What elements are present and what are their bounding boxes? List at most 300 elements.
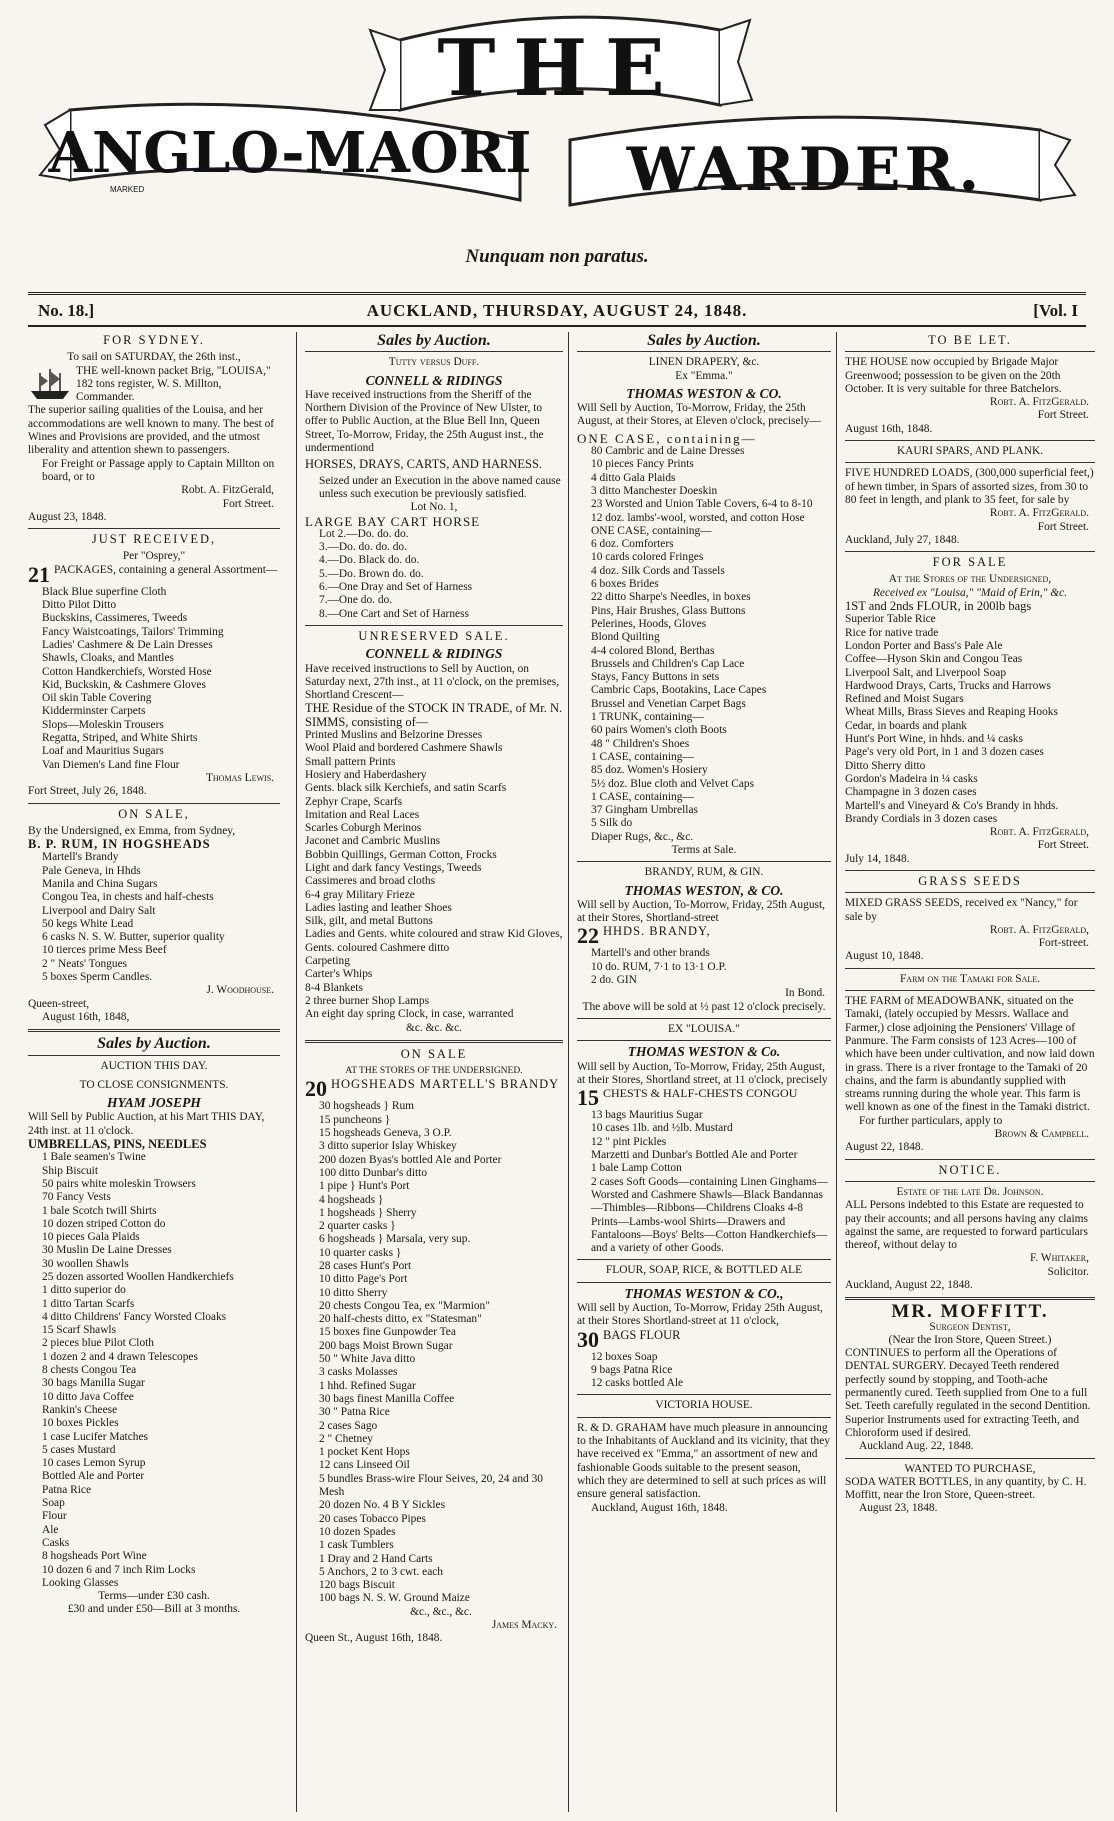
sydney-line: THE well-known packet Brig, "LOUISA," [76,364,271,377]
list-item: 8-4 Blankets [305,981,363,994]
flour-list [577,1351,831,1391]
list-item: 70 Fancy Vests [42,1191,111,1204]
list-item: Casks [42,1536,70,1549]
list-item: 12 doz. lambs'-wool, worsted, and cotton Hose [591,511,805,524]
list-item: Wheat Mills, Brass Sieves and Reaping Hooks [845,706,1058,719]
list-item: Manila and China Sugars [42,877,158,890]
issue-date: AUCKLAND, THURSDAY, AUGUST 24, 1848. [366,301,748,320]
list-item: Rankin's Cheese [42,1403,118,1416]
list-item: London Porter and Bass's Pale Ale [845,639,1003,652]
connell-ridings: CONNELL & RIDINGS [365,372,503,388]
list-item: Jaconet and Cambric Muslins [305,835,441,848]
list-item: Brandy Cordials in 3 dozen cases [845,812,998,825]
kauri-text: FIVE HUNDRED LOADS, (300,000 superficial feet,) of hewn timber, in Spars of assorted sizes, from 30 to 80 feet in length, and plank to 35 feet, for sale by [845,467,1094,506]
grass-place: Fort-street. [1038,937,1089,950]
list-item: 5 cases Mustard [42,1443,116,1456]
list-item: Silk, gilt, and metal Buttons [305,915,433,928]
list-item: 30 bags Manilla Sugar [42,1377,145,1390]
list-item: 80 Cambric and de Laine Dresses [591,445,745,458]
sydney-place: Fort Street. [222,497,274,510]
hhds-text: HHDS. BRANDY, [603,924,711,939]
list-item: Stays, Fancy Buttons in sets [591,671,720,684]
sydney-sig: Robt. A. FitzGerald, [181,484,274,497]
auction-today: AUCTION THIS DAY. [100,1059,208,1072]
list-item: 1 case Lucifer Matches [42,1430,148,1443]
list-item: 6-4 gray Military Frieze [305,888,415,901]
list-item: 5 Anchors, 2 to 3 cwt. each [319,1565,444,1578]
list-item: Ditto Pilot Ditto [42,599,117,612]
list-item: 30 Muslin De Laine Dresses [42,1244,172,1257]
list-item: Ladies' Cashmere & De Lain Dresses [42,638,213,651]
col3-header: Sales by Auction. [647,332,761,349]
list-item: 1 Bale seamen's Twine [42,1151,146,1164]
list-item: Wool Plaid and bordered Cashmere Shawls [305,742,503,755]
unreserved-header: UNRESERVED SALE. [358,628,510,643]
list-item: Cambric Caps, Bootakins, Lace Capes [591,684,767,697]
list-item: 10 ditto Page's Port [319,1273,408,1286]
farm-apply: For further particulars, apply to [859,1114,1003,1127]
list-item: 10 cases Lemon Syrup [42,1457,146,1470]
list-item: 10 dozen Spades [319,1525,396,1538]
onsale2-sig: James Macky. [491,1619,557,1632]
list-item: Van Diemen's Land fine Flour [42,758,180,771]
farm-date: August 22, 1848. [845,1141,924,1154]
list-item: &c., &c., &c. [410,1605,472,1618]
list-item: 12 " pint Pickles [591,1135,667,1148]
forsale-sub2: Received ex "Louisa," "Maid of Erin," &c. [872,586,1068,599]
sydney-line: The superior sailing qualities of the Louisa, and her accommodations are well known to many. The best of Wines and Provisions are provided, and the utmost liberality and attention shewn to passengers. [28,404,275,457]
list-item: Martell's and other brands [591,947,710,960]
list-item: 15 boxes fine Gunpowder Tea [319,1326,456,1339]
onsale-intro: By the Undersigned, ex Emma, from Sydney, [28,824,236,837]
list-item: Imitation and Real Laces [305,808,420,821]
list-item: 2 cases Sago [319,1419,378,1432]
weston-intro: Will Sell by Auction, To-Morrow, Friday, the 25th August, at their Stores, at Eleven o'clock, precisely— [577,402,821,428]
list-item: 50 kegs White Lead [42,917,134,930]
list-item: 6 casks N. S. W. Butter, superior quality [42,931,225,944]
column-1 [28,332,280,1812]
masthead [0,0,1114,300]
grass-header: GRASS SEEDS [918,873,1022,888]
list-item: 3 ditto superior Islay Whiskey [319,1140,457,1153]
onsale-big: B. P. RUM, IN HOGSHEADS [28,837,211,852]
list-item: 10 pieces Gala Plaids [42,1231,140,1244]
moffitt-sub2: (Near the Iron Store, Queen Street.) [888,1333,1052,1346]
onsale2-sub: AT THE STORES OF THE UNDERSIGNED. [345,1066,523,1077]
onsale-sig: J. Woodhouse. [206,984,274,997]
list-item: 30 " Patna Rice [319,1406,390,1419]
list-item: 4 ditto Childrens' Fancy Worsted Cloaks [42,1310,227,1323]
list-item: Kid, Buckskin, & Cashmere Gloves [42,678,206,691]
list-item: Black Blue superfine Cloth [42,585,167,598]
sydney-line: For Freight or Passage apply to Captain Millton on board, or to [42,457,275,483]
list-item: 10 quarter casks } [319,1246,402,1259]
list-item: Refined and Moist Sugars [845,693,964,706]
list-item: Congou Tea, in chests and half-chests [42,891,214,904]
list-item: Champagne in 3 dozen cases [845,786,977,799]
list-item: Marzetti and Dunbar's Bottled Ale and Porter [591,1149,798,1162]
sydney-date: August 23, 1848. [28,510,107,523]
list-item: 30 bags finest Manilla Coffee [319,1392,455,1405]
forsale-big: 1ST and 2nds FLOUR, in 200lb bags [845,599,1032,614]
list-item: 100 ditto Dunbar's ditto [319,1166,428,1179]
notice-sub: Estate of the late Dr. Johnson. [896,1185,1044,1198]
let-sig: Robt. A. FitzGerald. [989,396,1089,409]
list-item: 10 tierces prime Mess Beef [42,944,167,957]
masthead-motto: Nunquam non paratus. [465,246,649,267]
lot-1: Lot No. 1, [410,501,458,514]
list-item: 12 casks bottled Ale [591,1377,684,1390]
list-item: 1 cask Tumblers [319,1539,394,1552]
list-item: 1 hhd. Refined Sugar [319,1379,416,1392]
list-item: 20 half-chests ditto, ex "Statesman" [319,1313,482,1326]
list-item: 4-4 colored Blond, Berthas [591,644,715,657]
list-item: 1 pocket Kent Hops [319,1446,410,1459]
list-item: 6 boxes Brides [591,578,659,591]
list-item: 60 pairs Women's cloth Boots [591,724,727,737]
moffitt-text: CONTINUES to perform all the Operations of DENTAL SURGERY. Decayed Teeth rendered perfectly sound by stopping, and Tooth-ache permanently cured. Teeth supplied from One to a full Set. Teeth carefully regulated in the second Dentition. Superior Instruments used for extracting Teeth, and Chloroform used if desired. [845,1347,1091,1439]
list-item: Loaf and Mauritius Sugars [42,745,164,758]
list-item: Martell's Brandy [42,851,119,864]
horses-line: HORSES, DRAYS, CARTS, AND HARNESS. [305,457,543,472]
kauri-sig: Robt. A. FitzGerald. [989,507,1089,520]
auction-header: Sales by Auction. [97,1035,211,1053]
masthead-small-label: MARKED [110,185,145,194]
forsale-sig: Robt. A. FitzGerald, [989,826,1089,839]
list-item: Ale [42,1523,59,1536]
list-item: 4 doz. Silk Cords and Tassels [591,564,725,577]
forsale-place: Fort Street. [1037,839,1089,852]
list-item: Zephyr Crape, Scarfs [305,795,403,808]
list-item: Carter's Whips [305,968,373,981]
auction-terms: Terms—under £30 cash. [98,1590,210,1603]
grass-date: August 10, 1848. [845,950,924,963]
list-item: Scarles Coburgh Merinos [305,822,422,835]
ship-icon [28,367,72,401]
forsale-sub: At the Stores of the Undersigned, [888,573,1052,586]
list-item: 1 CASE, containing— [591,790,694,803]
louisa-header: EX "LOUISA." [668,1022,740,1035]
weston-4: THOMAS WESTON & CO., [624,1285,784,1301]
received-sig: Thomas Lewis. [205,771,274,784]
list-item: 10 dozen 6 and 7 inch Rim Locks [42,1563,196,1576]
hhds-list [577,947,831,1000]
list-item: 15 Scarf Shawls [42,1324,117,1337]
list-item: Superior Table Rice [845,613,936,626]
wanted-text: SODA WATER BOTTLES, in any quantity, by C. H. Moffitt, near the Iron Store, Queen-street. [845,1475,1087,1502]
list-item: 200 bags Moist Brown Sugar [319,1339,453,1352]
list-item: 25 dozen assorted Woollen Handkerchiefs [42,1271,234,1283]
let-header: TO BE LET. [928,333,1012,347]
column-4 [836,332,1095,1812]
list-item: Martell's and Vineyard & Co's Brandy in hhds. [845,799,1059,812]
weston-4-intro: Will sell by Auction, To-Morrow, Friday 25th August, at their Stores Shortland-street at 11 o'clock, [577,1302,823,1328]
list-item: 3 ditto Manchester Doeskin [591,484,718,497]
linen-sub: Ex "Emma." [675,369,733,382]
list-item: Kidderminster Carpets [42,705,146,718]
list-item: Ship Biscuit [42,1164,99,1177]
farm-text: THE FARM of MEADOWBANK, situated on the Tamaki, (lately occupied by Messrs. Wallace and Farmer,) close adjoining the Pensioners' Village of Panmure. The Farm consists of 123 Acres—100 of which have been under cultivation, and now laid down in grass. There is a river frontage to the Tamaki of 20 chains, and the farm is abundantly supplied with streams running during the whole year. This farm is well known as one of the finest in the Tamaki district. [845,995,1095,1114]
list-item: 20 chests Congou Tea, ex "Marmion" [319,1299,490,1312]
list-item: 48 " Children's Shoes [591,737,690,750]
list-item: 37 Gingham Umbrellas [591,804,698,817]
list-item: Cassimeres and broad cloths [305,875,436,888]
list-item: 4 ditto Gala Plaids [591,471,676,484]
list-item: 1 pipe } Hunt's Port [319,1180,410,1193]
hhds-note: The above will be sold at ½ past 12 o'clock precisely. [582,1000,826,1013]
list-item: 3.—Do. do. do. do. [319,541,407,554]
list-item: 23 Worsted and Union Table Covers, 6-4 to 8-10 [591,498,813,511]
residue-list [305,729,563,1035]
list-item: 100 bags N. S. W. Ground Maize [319,1592,470,1605]
connell-ridings-2: CONNELL & RIDINGS [365,646,503,662]
received-sub: Per "Osprey," [122,550,186,563]
list-item: 30 hogsheads } Rum [319,1100,415,1113]
list-item: Cotton Handkerchiefs, Worsted Hose [42,665,212,678]
sydney-ad [28,351,280,524]
list-item: 30 woollen Shawls [42,1257,129,1270]
list-item: In Bond. [785,987,825,1000]
onsale-place: Queen-street, [28,997,90,1010]
auction-list [28,1151,280,1590]
list-item: 10 ditto Sherry [319,1286,388,1299]
sydney-line: 182 tons register, W. S. Millton, Commander. [76,377,222,404]
let-date: August 16th, 1848. [845,422,933,435]
list-item: 5.—Do. Brown do. do. [319,567,424,580]
list-item: Looking Glasses [42,1576,119,1589]
connell-2-intro: Have received instructions to Sell by Auction, on Saturday next, 27th inst., at 11 o'clock, on the premises, Shortland Crescent— [305,662,560,702]
list-item: Oil skin Table Covering [42,692,152,705]
issue-number: No. 18.] [38,301,95,320]
auction-big: UMBRELLAS, PINS, NEEDLES [28,1137,207,1152]
flour-header: FLOUR, SOAP, RICE, & BOTTLED ALE [605,1264,803,1277]
moffitt-sub: Surgeon Dentist, [929,1320,1011,1333]
seized-text: Seized under an Execution in the above named cause unless such execution be previously satisfied. [319,474,561,500]
list-item: 10 do. RUM, 7·1 to 13·1 O.P. [591,960,727,973]
list-item: 8.—One Cart and Set of Harness [319,607,469,620]
lot-1-big: LARGE BAY CART HORSE [305,513,481,529]
moffitt-date: Auckland Aug. 22, 1848. [859,1440,974,1453]
list-item: 120 bags Biscuit [319,1579,395,1592]
kauri-header: KAURI SPARS, AND PLANK. [896,445,1044,458]
kauri-place: Fort Street. [1037,520,1089,533]
list-item: 9 bags Patna Rice [591,1363,673,1376]
onecase-big: ONE CASE, containing— [577,430,757,446]
onsale-list [28,851,280,984]
list-item: Small pattern Prints [305,755,396,768]
list-item: &c. &c. &c. [406,1021,462,1034]
newspaper-columns [28,332,1095,1812]
list-item: 5 boxes Sperm Candles. [42,971,153,984]
let-text: THE HOUSE now occupied by Brigade Major Greenwood; possession to be given on the 20th October. It is very suitable for three Batchelors. [845,356,1062,395]
received-intro: PACKAGES, containing a general Assortment— [54,563,278,576]
column-2 [296,332,563,1812]
victoria-text: R. & D. GRAHAM have much pleasure in announcing to the Inhabitants of Auckland and its vicinity, that they have received ex "Emma," an assortment of new and fashionable Goods suitable to the present season, which they are determined to sell at such prices as will ensure general satisfaction. [577,1421,830,1501]
list-item: 1 CASE, containing— [591,750,694,763]
onsale2-date: Queen St., August 16th, 1848. [305,1632,443,1645]
sydney-line: To sail on SATURDAY, the 26th inst., [67,351,241,364]
list-item: 10 ditto Java Coffee [42,1390,134,1403]
list-item: 4 hogsheads } [319,1193,384,1206]
farm-sig: Brown & Campbell. [994,1128,1089,1141]
list-item: Carpeting [305,955,350,968]
list-item: 50 pairs white moleskin Trowsers [42,1177,196,1190]
list-item: 2 " Neats' Tongues [42,957,128,970]
list-item: 8 hogsheads Port Wine [42,1550,147,1563]
list-item: An eight day spring Clock, in case, warranted [305,1008,514,1021]
linen-header: LINEN DRAPERY, &c. [648,356,760,369]
list-item: 15 puncheons } [319,1113,391,1126]
list-item: Shawls, Cloaks, and Mantles [42,652,174,665]
grass-text: MIXED GRASS SEEDS, received ex "Nancy," for sale by [845,897,1078,923]
chests-text: CHESTS & HALF-CHESTS CONGOU [603,1086,798,1101]
list-item: Buckskins, Cassimeres, Tweeds [42,612,188,625]
list-item: Brussels and Children's Cap Lace [591,657,745,670]
list-item: Soap [42,1497,65,1510]
onsale-header: ON SALE, [118,806,190,821]
auction-close: TO CLOSE CONSIGNMENTS. [79,1078,229,1091]
list-item: Lot 2.—Do. do. do. [319,527,409,540]
received-big: 21 [28,561,50,587]
list-item: Gents. black silk Kerchiefs, and satin Scarfs [305,782,507,795]
flour-big: 30 [577,1326,599,1352]
chests-big: 15 [577,1085,599,1111]
notice-date: Auckland, August 22, 1848. [845,1279,973,1291]
onsale2-list [305,1100,563,1619]
brandy-header: BRANDY, RUM, & GIN. [644,866,764,879]
list-item: 1 dozen 2 and 4 drawn Telescopes [42,1350,198,1363]
grass-sig: Robt. A. FitzGerald, [989,923,1089,936]
hhds-big: 22 [577,923,599,949]
onsale2-header: ON SALE [400,1046,468,1061]
list-item: Light and dark fancy Vestings, Tweeds [305,861,482,874]
list-item: Pale Geneva, in Hhds [42,864,141,877]
list-item: 3 casks Molasses [319,1366,398,1379]
auction-name: HYAM JOSEPH [107,1095,201,1111]
moffitt-title: MR. MOFFITT. [891,1301,1049,1323]
list-item: Liverpool and Dairy Salt [42,904,156,917]
list-item: 12 cans Linseed Oil [319,1459,410,1472]
list-item: 85 doz. Women's Hosiery [591,764,708,777]
list-item: 2 three burner Shop Lamps [305,994,430,1007]
wanted-date: August 23, 1848. [859,1502,938,1515]
weston-2-intro: Will sell by Auction, To-Morrow, Friday, 25th August, at their Stores, Shortland-street [577,898,825,925]
list-item: Slops—Moleskin Trousers [42,718,164,731]
list-item: Printed Muslins and Belzorine Dresses [305,729,483,742]
weston-3-intro: Will sell by Auction, To-Morrow, Friday, 25th August, at their Stores, Shortland street, at 11 o'clock, precisely [577,1060,828,1086]
issue-volume: [Vol. I [1033,301,1078,320]
list-item: 28 cases Hunt's Port [319,1260,412,1272]
list-item: 1 ditto superior do [42,1284,126,1297]
weston-3: THOMAS WESTON & Co. [627,1044,781,1060]
list-item: 50 " White Java ditto [319,1353,416,1366]
flour-text: BAGS FLOUR [603,1327,681,1342]
list-item: 6.—One Dray and Set of Harness [319,581,473,594]
column-3 [568,332,831,1812]
auction-terms2: £30 and under £50—Bill at 3 months. [67,1603,241,1616]
list-item: Ladies and Gents. white coloured and straw Kid Gloves, Gents. coloured Cashmere ditto [305,928,563,954]
list-item: 10 pieces Fancy Prints [591,458,694,471]
list-item: 1 Dray and 2 Hand Carts [319,1552,433,1565]
list-item: Patna Rice [42,1483,92,1496]
list-item: ONE CASE, containing— [591,524,712,537]
list-item: Fancy Waistcoatings, Tailors' Trimming [42,625,224,638]
notice-header: NOTICE. [938,1162,1002,1177]
lots-list [305,528,563,621]
residue-big: THE Residue of the STOCK IN TRADE, of Mr. N. SIMMS, consisting of— [305,701,563,729]
list-item: 12 boxes Soap [591,1350,658,1363]
masthead-warder: WARDER. [626,135,984,205]
list-item: 13 bags Mauritius Sugar [591,1109,703,1122]
list-item: 2 pieces blue Pilot Cloth [42,1337,154,1350]
onsale2-big-text: HOGSHEADS MARTELL'S BRANDY [331,1077,560,1092]
case-terms: Terms at Sale. [671,843,737,856]
forsale-list [845,613,1095,826]
list-item: 2 do. GIN [591,974,637,987]
list-item: 1 bale Lamp Cotton [591,1162,682,1175]
list-item: Brussel and Venetian Carpet Bags [591,697,746,710]
notice-text: ALL Persons indebted to this Estate are requested to pay their accounts; and all persons having any claims against the same, are requested to forward particulars thereof, without delay to [845,1199,1088,1252]
wanted-header: WANTED TO PURCHASE, [904,1462,1036,1475]
list-item: Hunt's Port Wine, in hhds. and ¼ casks [845,733,1023,746]
masthead-the: THE [437,23,683,114]
list-item: 2 " Chetney [319,1432,373,1445]
list-item: 1 ditto Tartan Scarfs [42,1297,135,1310]
masthead-anglo-maori: ANGLO-MAORI [48,120,532,186]
list-item: Diaper Rugs, &c., &c. [591,830,694,843]
list-item: 4.—Do. Black do. do. [319,554,420,567]
list-item: 6 doz. Comforters [591,538,674,551]
sydney-header: FOR SYDNEY. [103,333,205,347]
onsale2-big: 20 [305,1076,327,1102]
victoria-header: VICTORIA HOUSE. [655,1399,753,1412]
list-item: Ladies lasting and leather Shoes [305,901,452,914]
list-item: 15 hogsheads Geneva, 3 O.P. [319,1127,452,1140]
onsale-date: August 16th, 1848, [42,1010,130,1023]
list-item: 20 cases Tobacco Pipes [319,1512,426,1525]
kauri-date: Auckland, July 27, 1848. [845,533,960,546]
connell-intro: Have received instructions from the Sheriff of the Northern Division of the Province of New Ulster, to offer to Public Auction, at the Blue Bell Inn, Queen Street, To-Morrow, Friday, the 25th August inst., the undermentiond [305,388,544,455]
list-item: Blond Quilting [591,631,660,644]
received-date: Fort Street, July 26, 1848. [28,785,147,798]
list-item: 10 boxes Pickles [42,1417,119,1430]
auction-intro: Will Sell by Public Auction, at his Mart THIS DAY, 24th inst. at 11 o'clock. [28,1111,265,1137]
list-item: 22 ditto Sharpe's Needles, in boxes [591,591,751,604]
list-item: Coffee—Hyson Skin and Congou Teas [845,653,1023,666]
list-item: Bottled Ale and Porter [42,1470,145,1483]
list-item: 8 chests Congou Tea [42,1364,137,1377]
list-item: 1 bale Scotch twill Shirts [42,1204,157,1217]
list-item: Pelerines, Hoods, Gloves [591,617,707,630]
list-item: 6 hogsheads } Marsala, very sup. [319,1233,471,1246]
notice-sig: F. Whitaker, [1030,1252,1089,1265]
list-item: 5 Silk do [591,817,633,830]
weston: THOMAS WESTON & CO. [626,385,782,401]
list-item: 10 cases 1lb. and ½lb. Mustard [591,1122,733,1135]
received-list [28,586,280,772]
let-place: Fort Street. [1037,409,1089,422]
list-item: 5 bundles Brass-wire Flour Seives, 20, 24 and 30 Mesh [319,1472,543,1499]
notice-title: Solicitor. [1047,1265,1089,1278]
list-item: 7.—One do. do. [319,594,393,607]
dateline [28,292,1086,327]
list-item: Bobbin Quillings, German Cotton, Frocks [305,848,497,861]
list-item: Regatta, Striped, and White Shirts [42,732,198,745]
list-item: 2 quarter casks } [319,1220,396,1233]
list-item: Gordon's Madeira in ¼ casks [845,772,978,785]
forsale-header: FOR SALE [932,555,1008,570]
list-item: 1 TRUNK, containing— [591,711,704,724]
